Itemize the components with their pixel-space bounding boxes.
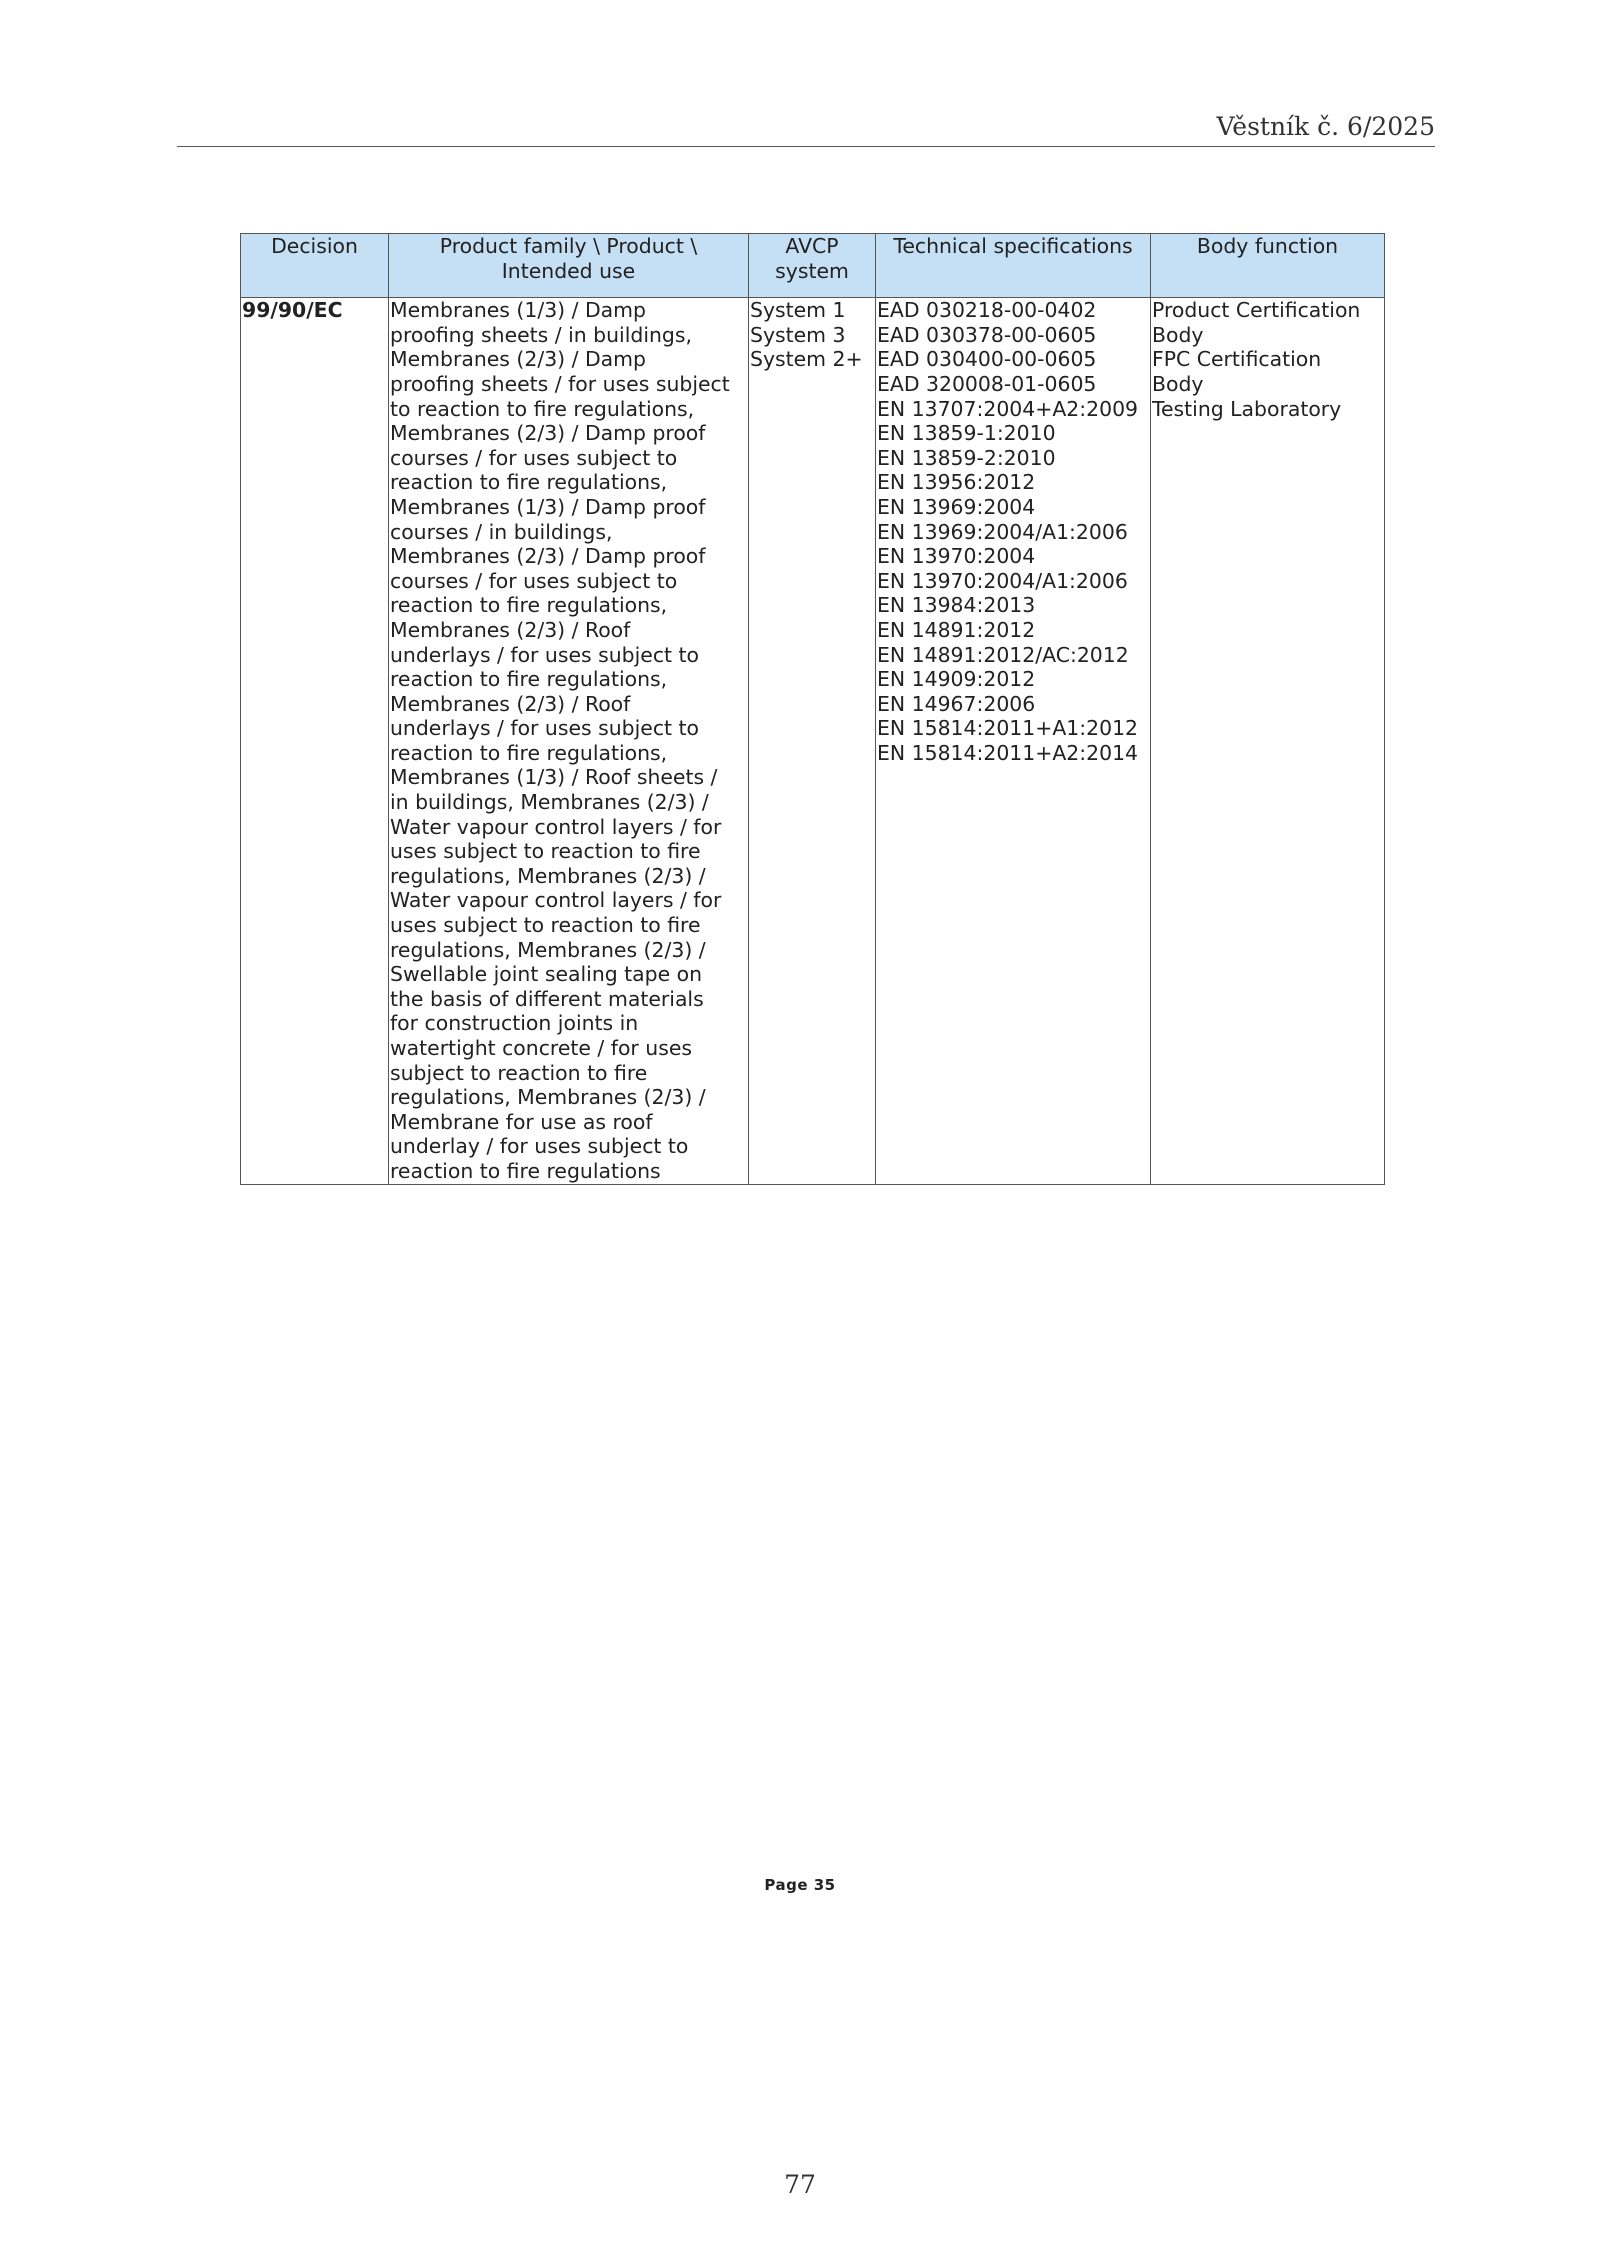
page-number: 77 bbox=[784, 2170, 816, 2199]
cell-line: reaction to fire regulations, bbox=[390, 593, 668, 618]
column-header-avcp-system bbox=[749, 234, 876, 298]
cell-line: regulations, Membranes (2/3) / bbox=[390, 1085, 706, 1110]
cell-line: proofing sheets / in buildings, bbox=[390, 322, 692, 347]
cell-line: EN 13984:2013 bbox=[877, 593, 1036, 618]
column-header-line: AVCP bbox=[785, 234, 839, 258]
page-label: Page 35 bbox=[764, 1876, 836, 1894]
cell-line: underlays / for uses subject to bbox=[390, 642, 699, 667]
cell-line: Body bbox=[1152, 371, 1204, 396]
cell-line: courses / in buildings, bbox=[390, 519, 613, 544]
cell-line: Membranes (1/3) / Damp bbox=[390, 298, 646, 323]
cell-line: reaction to fire regulations bbox=[390, 1158, 661, 1183]
cell-line: EN 13970:2004/A1:2006 bbox=[877, 568, 1128, 593]
column-header-decision bbox=[241, 234, 389, 298]
cell-line: Membranes (2/3) / Damp bbox=[390, 347, 646, 372]
decision-cell: 99/90/EC bbox=[241, 298, 389, 1184]
cell-line: System 2+ bbox=[750, 347, 863, 372]
cell-line: uses subject to reaction to fire bbox=[390, 839, 701, 864]
running-header-title: Věstník č. 6/2025 bbox=[1216, 112, 1435, 141]
cell-line: EN 15814:2011+A2:2014 bbox=[877, 740, 1139, 765]
cell-line: FPC Certification bbox=[1152, 347, 1322, 372]
cell-line: Membranes (2/3) / Damp proof bbox=[390, 544, 706, 569]
cell-line: Body bbox=[1152, 322, 1204, 347]
cell-line: watertight concrete / for uses bbox=[390, 1036, 693, 1060]
column-header-line: Product family \ Product \ bbox=[439, 234, 698, 258]
technical-specifications-cell bbox=[876, 298, 1151, 1184]
column-header-line: Body function bbox=[1196, 234, 1339, 258]
cell-line: Membranes (2/3) / Roof bbox=[390, 617, 631, 642]
cell-line: EN 14891:2012/AC:2012 bbox=[877, 642, 1129, 667]
cell-line: reaction to fire regulations, bbox=[390, 740, 668, 765]
product-family-cell bbox=[389, 298, 749, 1184]
cell-line: EN 14967:2006 bbox=[877, 691, 1036, 716]
cell-line: underlay / for uses subject to bbox=[390, 1134, 689, 1159]
cell-line: EN 13707:2004+A2:2009 bbox=[877, 396, 1139, 421]
cell-line: reaction to fire regulations, bbox=[390, 667, 668, 692]
cell-line: Membrane for use as roof bbox=[390, 1109, 653, 1134]
cell-line: subject to reaction to fire bbox=[390, 1060, 648, 1085]
cell-line: proofing sheets / for uses subject bbox=[390, 371, 730, 396]
table-row bbox=[241, 298, 1385, 1184]
cell-line: Membranes (1/3) / Damp proof bbox=[390, 494, 706, 519]
cell-line: in buildings, Membranes (2/3) / bbox=[390, 790, 709, 815]
cell-line: EAD 030378-00-0605 bbox=[877, 322, 1097, 347]
cell-line: EN 13859-2:2010 bbox=[877, 445, 1056, 470]
cell-line: EN 14891:2012 bbox=[877, 617, 1036, 642]
table-header bbox=[241, 234, 1385, 298]
cell-line: underlays / for uses subject to bbox=[390, 716, 699, 741]
cell-line: Water vapour control layers / for bbox=[390, 814, 722, 839]
cell-line: EAD 030218-00-0402 bbox=[877, 298, 1097, 323]
cell-line: courses / for uses subject to bbox=[390, 568, 678, 593]
body-function-cell bbox=[1151, 298, 1385, 1184]
cell-line: EN 14909:2012 bbox=[877, 667, 1036, 692]
table-header-row bbox=[241, 234, 1385, 298]
cell-line: Membranes (2/3) / Damp proof bbox=[390, 421, 706, 446]
cell-line: regulations, Membranes (2/3) / bbox=[390, 863, 706, 888]
cell-line: Product Certification bbox=[1152, 298, 1361, 323]
cell-line: EAD 030400-00-0605 bbox=[877, 347, 1097, 372]
column-header-line: system bbox=[775, 258, 849, 283]
cell-line: the basis of different materials bbox=[390, 986, 704, 1011]
cell-line: regulations, Membranes (2/3) / bbox=[390, 937, 706, 962]
column-header-line: Technical specifications bbox=[893, 234, 1133, 258]
cell-line: EN 13859-1:2010 bbox=[877, 421, 1056, 446]
cell-line: EAD 320008-01-0605 bbox=[877, 371, 1097, 396]
cell-line: Water vapour control layers / for bbox=[390, 888, 722, 913]
cell-line: Testing Laboratory bbox=[1152, 396, 1342, 421]
cell-line: courses / for uses subject to bbox=[390, 445, 678, 470]
cell-line: uses subject to reaction to fire bbox=[390, 913, 701, 938]
cell-line: EN 15814:2011+A1:2012 bbox=[877, 716, 1139, 741]
header-rule bbox=[177, 146, 1435, 147]
column-header-line: Decision bbox=[271, 234, 358, 258]
certification-table bbox=[240, 233, 1385, 1185]
cell-line: for construction joints in bbox=[390, 1011, 639, 1036]
cell-line: reaction to fire regulations, bbox=[390, 470, 668, 495]
cell-line: System 1 bbox=[750, 298, 846, 323]
cell-line: to reaction to fire regulations, bbox=[390, 396, 695, 421]
cell-line: EN 13969:2004 bbox=[877, 494, 1036, 519]
cell-line: Swellable joint sealing tape on bbox=[390, 962, 703, 987]
column-header-line: Intended use bbox=[501, 258, 636, 283]
column-header-product-family bbox=[389, 234, 749, 298]
cell-line: Membranes (1/3) / Roof sheets / bbox=[390, 765, 718, 790]
cell-line: System 3 bbox=[750, 322, 846, 347]
avcp-system-cell bbox=[749, 298, 876, 1184]
cell-line: Membranes (2/3) / Roof bbox=[390, 691, 631, 716]
column-header-body-function bbox=[1151, 234, 1385, 298]
cell-line: EN 13956:2012 bbox=[877, 470, 1036, 495]
cell-line: EN 13970:2004 bbox=[877, 544, 1036, 569]
cell-line: EN 13969:2004/A1:2006 bbox=[877, 519, 1128, 544]
column-header-technical-specifications bbox=[876, 234, 1151, 298]
